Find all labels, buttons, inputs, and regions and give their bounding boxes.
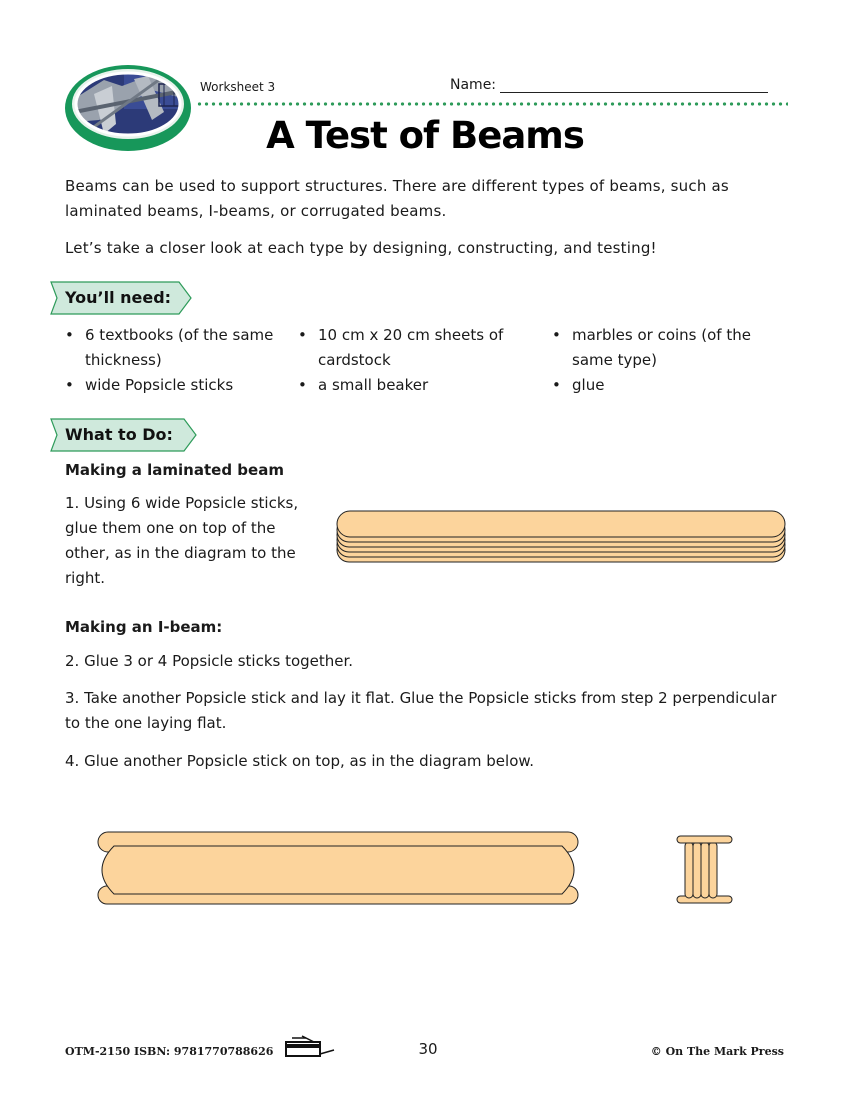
- list-item: • glue: [551, 373, 771, 398]
- ibeam-side-diagram: [94, 828, 582, 912]
- list-item: • marbles or coins (of the same type): [551, 323, 771, 373]
- intro-paragraph-2: Let’s take a closer look at each type by designing, constructing, and testing!: [65, 239, 657, 257]
- materials-column-3: [551, 323, 771, 398]
- page-number: 30: [418, 1040, 438, 1058]
- footer-publisher: © On The Mark Press: [650, 1045, 784, 1058]
- name-field[interactable]: [500, 92, 768, 93]
- page-title: A Test of Beams: [266, 114, 584, 157]
- list-item: • a small beaker: [297, 373, 507, 398]
- materials-column-1: [64, 323, 274, 398]
- footer-isbn: OTM-2150 ISBN: 9781770788626: [65, 1045, 274, 1058]
- laminated-subheading: Making a laminated beam: [65, 461, 284, 479]
- laminated-beam-diagram: [336, 508, 788, 568]
- book-icon: [284, 1034, 336, 1064]
- list-item: • wide Popsicle sticks: [64, 373, 274, 398]
- ibeam-subheading: Making an I-beam:: [65, 618, 223, 636]
- worksheet-label: Worksheet 3: [200, 80, 276, 94]
- step-1: 1. Using 6 wide Popsicle sticks, glue them one on top of the other, as in the diagram to the right.: [65, 494, 299, 587]
- ibeam-end-diagram: [676, 834, 734, 910]
- name-label: Name:: [450, 77, 497, 93]
- worksheet-logo: [64, 64, 192, 152]
- instructions-heading: What to Do:: [65, 425, 173, 444]
- list-item: • 6 textbooks (of the same thickness): [64, 323, 274, 373]
- header-dotted-divider: [196, 101, 788, 107]
- materials-banner: [48, 281, 193, 315]
- instructions-banner: [48, 418, 198, 452]
- materials-column-2: [297, 323, 507, 398]
- materials-heading: You’ll need:: [65, 288, 172, 307]
- step-2: 2. Glue 3 or 4 Popsicle sticks together.: [65, 652, 354, 670]
- step-3: 3. Take another Popsicle stick and lay it flat. Glue the Popsicle sticks from step 2 perpendicular to the one laying flat.: [65, 689, 777, 732]
- list-item: • 10 cm x 20 cm sheets of cardstock: [297, 323, 507, 373]
- intro-paragraph: Beams can be used to support structures. There are different types of beams, such as laminated beams, I-beams, or corrugated beams.: [65, 177, 729, 220]
- step-4: 4. Glue another Popsicle stick on top, as in the diagram below.: [65, 752, 535, 770]
